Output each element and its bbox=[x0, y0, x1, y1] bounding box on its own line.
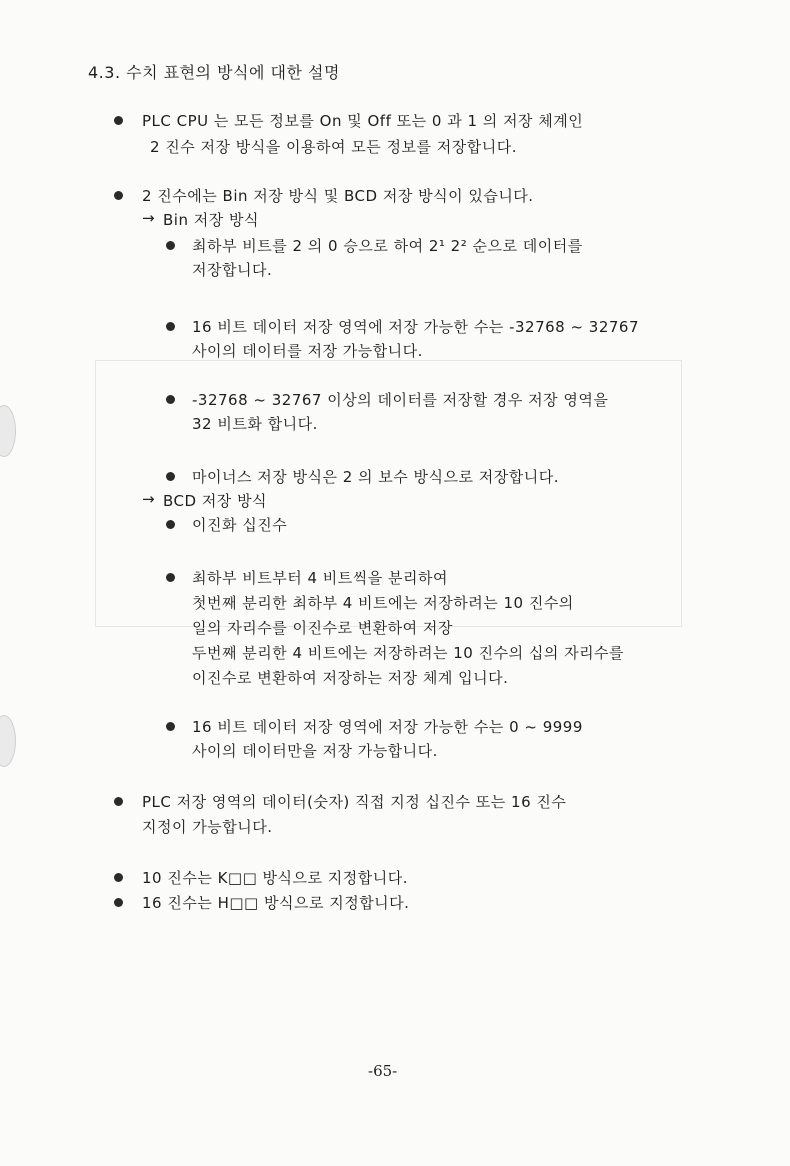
bullet-icon bbox=[114, 873, 123, 882]
bullet-icon bbox=[166, 472, 175, 481]
binder-hole bbox=[0, 715, 16, 767]
bin-item-2-line2: 사이의 데이터를 저장 가능합니다. bbox=[192, 342, 423, 360]
bullet-icon bbox=[166, 722, 175, 731]
bcd-item-2-line4: 두번째 분리한 4 비트에는 저장하려는 10 진수의 십의 자리수를 bbox=[192, 644, 625, 662]
bin-item-4-line1: 마이너스 저장 방식은 2 의 보수 방식으로 저장합니다. bbox=[192, 468, 559, 486]
plc-storage-line1: PLC 저장 영역의 데이터(숫자) 직접 지정 십진수 또는 16 진수 bbox=[142, 793, 567, 811]
bcd-heading: BCD 저장 방식 bbox=[163, 492, 268, 510]
bcd-item-1-line1: 이진화 십진수 bbox=[192, 516, 288, 534]
arrow-right-icon: → bbox=[142, 209, 155, 227]
bcd-item-2-line1: 최하부 비트부터 4 비트씩을 분리하여 bbox=[192, 569, 448, 587]
bcd-item-3-line2: 사이의 데이터만을 저장 가능합니다. bbox=[192, 742, 438, 760]
plc-cpu-line1: PLC CPU 는 모든 정보를 On 및 Off 또는 0 과 1 의 저장 체계인 bbox=[142, 112, 584, 130]
binary-intro: 2 진수에는 Bin 저장 방식 및 BCD 저장 방식이 있습니다. bbox=[142, 187, 534, 205]
bin-item-1-line1: 최하부 비트를 2 의 0 승으로 하여 2¹ 2² 순으로 데이터를 bbox=[192, 237, 583, 255]
bullet-icon bbox=[114, 898, 123, 907]
bcd-item-2-line2: 첫번째 분리한 최하부 4 비트에는 저장하려는 10 진수의 bbox=[192, 594, 574, 612]
bcd-item-2-line3: 일의 자리수를 이진수로 변환하여 저장 bbox=[192, 619, 453, 637]
bin-item-3-line2: 32 비트화 합니다. bbox=[192, 415, 318, 433]
bullet-icon bbox=[166, 241, 175, 250]
bin-item-2-line1: 16 비트 데이터 저장 영역에 저장 가능한 수는 -32768 ~ 32767 bbox=[192, 318, 640, 336]
bullet-icon bbox=[166, 395, 175, 404]
bullet-icon bbox=[114, 797, 123, 806]
bullet-icon bbox=[114, 116, 123, 125]
bin-heading: Bin 저장 방식 bbox=[163, 211, 259, 229]
plc-cpu-line2: 2 진수 저장 방식을 이용하여 모든 정보를 저장합니다. bbox=[150, 138, 517, 156]
bcd-item-3-line1: 16 비트 데이터 저장 영역에 저장 가능한 수는 0 ~ 9999 bbox=[192, 718, 583, 736]
bullet-icon bbox=[166, 520, 175, 529]
plc-storage-line2: 지정이 가능합니다. bbox=[142, 818, 273, 836]
decimal-note: 10 진수는 K□□ 방식으로 지정합니다. bbox=[142, 869, 408, 887]
bcd-item-2-line5: 이진수로 변환하여 저장하는 저장 체계 입니다. bbox=[192, 669, 509, 687]
binder-hole bbox=[0, 405, 16, 457]
bin-item-1-line2: 저장합니다. bbox=[192, 261, 273, 279]
bullet-icon bbox=[166, 573, 175, 582]
hex-note: 16 진수는 H□□ 방식으로 지정합니다. bbox=[142, 894, 410, 912]
bullet-icon bbox=[114, 191, 123, 200]
bullet-icon bbox=[166, 322, 175, 331]
section-title: 4.3. 수치 표현의 방식에 대한 설명 bbox=[88, 63, 340, 82]
arrow-right-icon: → bbox=[142, 490, 155, 508]
bin-item-3-line1: -32768 ~ 32767 이상의 데이터를 저장할 경우 저장 영역을 bbox=[192, 391, 609, 409]
page-number: -65- bbox=[368, 1062, 398, 1080]
